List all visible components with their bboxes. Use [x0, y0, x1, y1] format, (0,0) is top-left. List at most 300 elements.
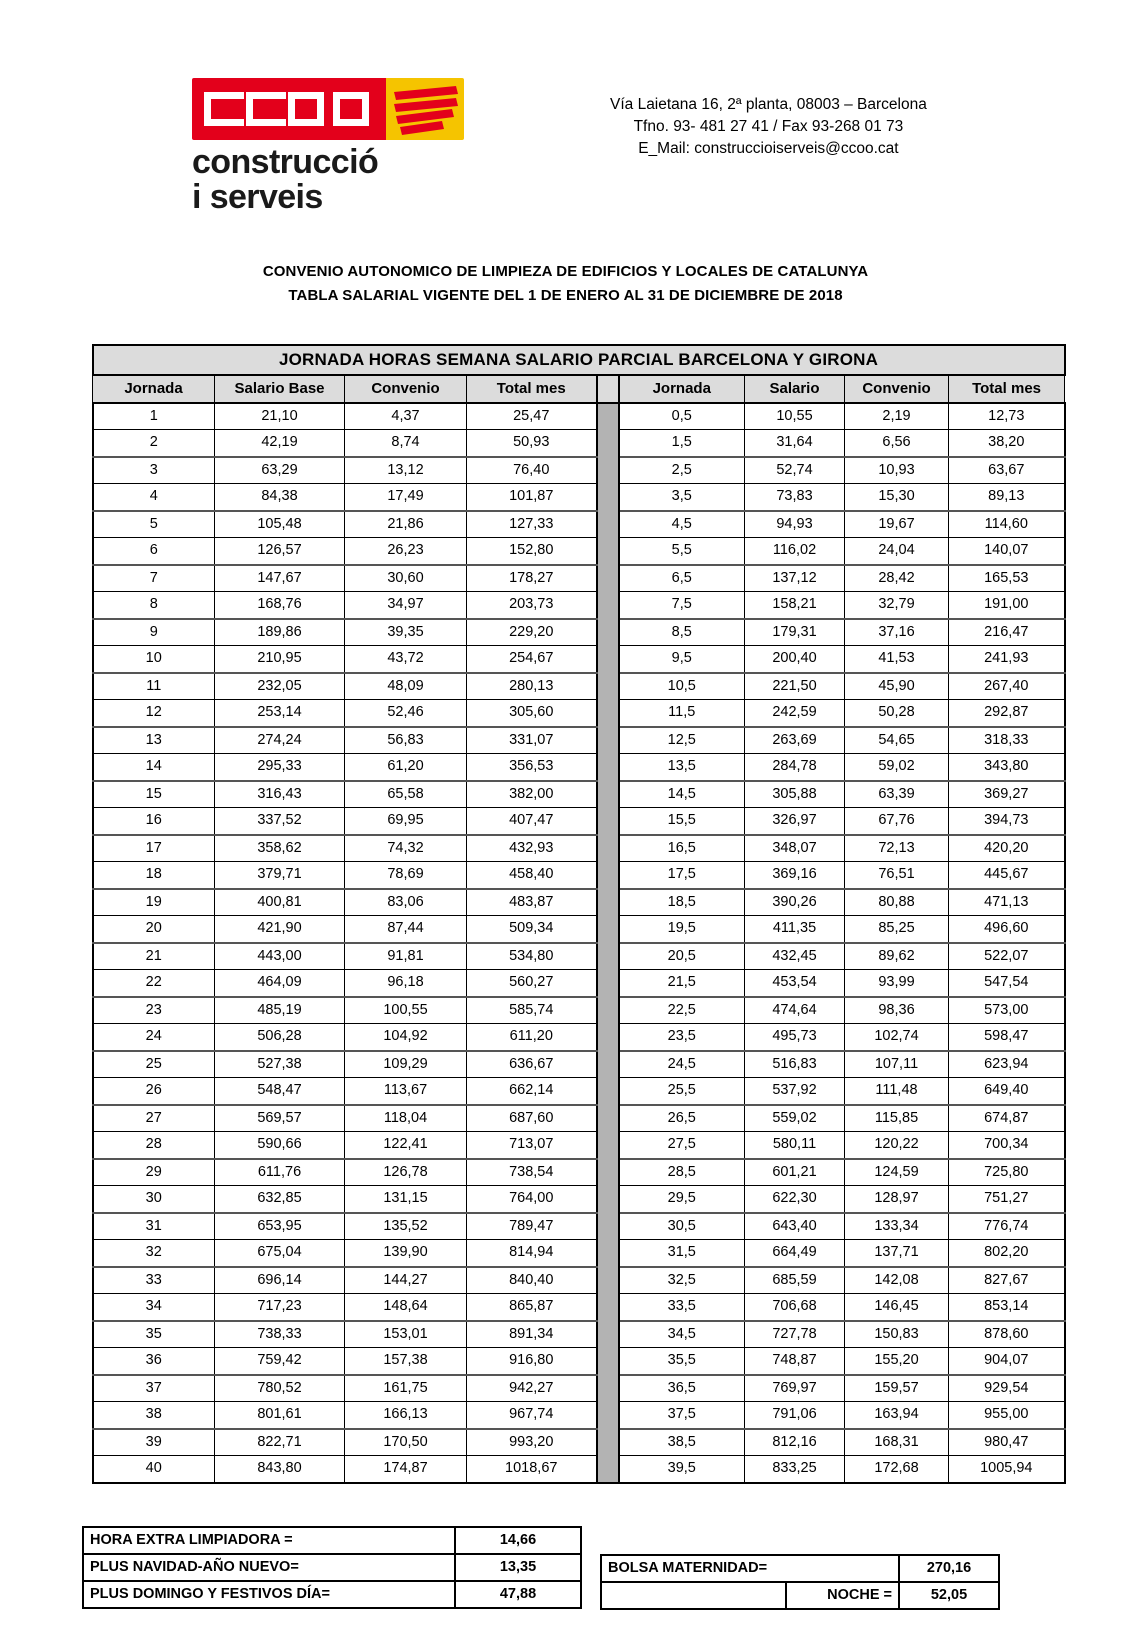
- cell-left-convenio: 126,78: [345, 1159, 467, 1186]
- col-header-right-total-mes: Total mes: [949, 375, 1065, 403]
- cell-right-total-mes: 904,07: [949, 1348, 1065, 1375]
- cell-right-salario: 643,40: [745, 1213, 845, 1240]
- table-row: [93, 1105, 1065, 1132]
- cell-right-jornada: 2,5: [619, 457, 745, 484]
- cell-left-jornada: 14: [93, 754, 215, 781]
- table-row: [93, 727, 1065, 754]
- column-separator: [597, 1078, 619, 1105]
- column-separator: [597, 700, 619, 727]
- column-separator: [597, 727, 619, 754]
- cell-right-jornada: 14,5: [619, 781, 745, 808]
- cell-right-salario: 537,92: [745, 1078, 845, 1105]
- cell-left-salario-base: 717,23: [215, 1294, 345, 1321]
- table-row: [93, 484, 1065, 511]
- cell-right-jornada: 6,5: [619, 565, 745, 592]
- cell-right-total-mes: 522,07: [949, 943, 1065, 970]
- column-separator: [597, 1348, 619, 1375]
- cell-left-convenio: 13,12: [345, 457, 467, 484]
- cell-right-total-mes: 547,54: [949, 970, 1065, 997]
- table-row: [93, 862, 1065, 889]
- cell-left-convenio: 4,37: [345, 403, 467, 430]
- table-row: [93, 835, 1065, 862]
- cell-right-convenio: 63,39: [845, 781, 949, 808]
- table-row: [93, 997, 1065, 1024]
- contact-phone: Tfno. 93- 481 27 41 / Fax 93-268 01 73: [633, 118, 904, 135]
- cell-left-jornada: 1: [93, 403, 215, 430]
- cell-right-total-mes: 140,07: [949, 538, 1065, 565]
- table-row: [93, 1456, 1065, 1483]
- cell-right-convenio: 115,85: [845, 1105, 949, 1132]
- cell-left-salario-base: 780,52: [215, 1375, 345, 1402]
- col-header-left-salario-base: Salario Base: [215, 375, 345, 403]
- cell-left-total-mes: 432,93: [467, 835, 597, 862]
- cell-left-salario-base: 63,29: [215, 457, 345, 484]
- column-separator: [597, 754, 619, 781]
- cell-left-convenio: 100,55: [345, 997, 467, 1024]
- column-separator: [597, 1024, 619, 1051]
- cell-left-total-mes: 50,93: [467, 430, 597, 457]
- cell-right-jornada: 19,5: [619, 916, 745, 943]
- logo-letter-o1: [288, 92, 324, 126]
- cell-right-total-mes: 674,87: [949, 1105, 1065, 1132]
- salary-table-body: [93, 403, 1065, 1483]
- cell-left-salario-base: 653,95: [215, 1213, 345, 1240]
- cell-left-jornada: 9: [93, 619, 215, 646]
- cell-left-convenio: 135,52: [345, 1213, 467, 1240]
- cell-left-total-mes: 1018,67: [467, 1456, 597, 1483]
- cell-right-jornada: 20,5: [619, 943, 745, 970]
- cell-right-convenio: 102,74: [845, 1024, 949, 1051]
- cell-left-total-mes: 331,07: [467, 727, 597, 754]
- table-banner-title: JORNADA HORAS SEMANA SALARIO PARCIAL BARCELONA Y GIRONA: [93, 345, 1065, 375]
- cell-right-salario: 601,21: [745, 1159, 845, 1186]
- cell-right-salario: 94,93: [745, 511, 845, 538]
- cell-right-salario: 769,97: [745, 1375, 845, 1402]
- cell-left-total-mes: 585,74: [467, 997, 597, 1024]
- cell-left-jornada: 30: [93, 1186, 215, 1213]
- column-separator-header: [597, 375, 619, 403]
- table-row: [93, 808, 1065, 835]
- column-separator: [597, 862, 619, 889]
- table-row: [93, 538, 1065, 565]
- cell-left-jornada: 34: [93, 1294, 215, 1321]
- cell-right-total-mes: 89,13: [949, 484, 1065, 511]
- table-row: [93, 511, 1065, 538]
- column-separator: [597, 1267, 619, 1294]
- cell-left-salario-base: 84,38: [215, 484, 345, 511]
- extras-table: [82, 1526, 582, 1609]
- cell-right-jornada: 18,5: [619, 889, 745, 916]
- column-separator: [597, 592, 619, 619]
- cell-left-salario-base: 675,04: [215, 1240, 345, 1267]
- cell-right-total-mes: 12,73: [949, 403, 1065, 430]
- cell-left-convenio: 52,46: [345, 700, 467, 727]
- cell-right-jornada: 22,5: [619, 997, 745, 1024]
- column-separator: [597, 619, 619, 646]
- col-header-left-jornada: Jornada: [93, 375, 215, 403]
- cell-right-salario: 727,78: [745, 1321, 845, 1348]
- cell-right-salario: 369,16: [745, 862, 845, 889]
- catalan-flag-icon: [386, 78, 464, 140]
- cell-left-convenio: 87,44: [345, 916, 467, 943]
- cell-left-salario-base: 421,90: [215, 916, 345, 943]
- cell-right-salario: 10,55: [745, 403, 845, 430]
- cell-right-convenio: 85,25: [845, 916, 949, 943]
- cell-right-salario: 474,64: [745, 997, 845, 1024]
- cell-right-jornada: 8,5: [619, 619, 745, 646]
- cell-left-total-mes: 840,40: [467, 1267, 597, 1294]
- logo-letters-ccoo: [204, 92, 369, 126]
- cell-left-convenio: 161,75: [345, 1375, 467, 1402]
- cell-right-salario: 791,06: [745, 1402, 845, 1429]
- cell-left-total-mes: 560,27: [467, 970, 597, 997]
- cell-left-convenio: 39,35: [345, 619, 467, 646]
- cell-left-total-mes: 483,87: [467, 889, 597, 916]
- contact-address: Vía Laietana 16, 2ª planta, 08003 – Barcelona: [610, 96, 927, 113]
- cell-right-jornada: 13,5: [619, 754, 745, 781]
- cell-left-total-mes: 509,34: [467, 916, 597, 943]
- title-line-2: TABLA SALARIAL VIGENTE DEL 1 DE ENERO AL 31 DE DICIEMBRE DE 2018: [288, 286, 843, 304]
- cell-right-total-mes: 496,60: [949, 916, 1065, 943]
- cell-left-salario-base: 126,57: [215, 538, 345, 565]
- cell-left-convenio: 174,87: [345, 1456, 467, 1483]
- cell-right-total-mes: 318,33: [949, 727, 1065, 754]
- column-separator: [597, 1051, 619, 1078]
- cell-right-convenio: 107,11: [845, 1051, 949, 1078]
- summary-tables-area: [0, 1526, 1131, 1626]
- contact-email: E_Mail: construccioiserveis@ccoo.cat: [638, 140, 899, 157]
- cell-left-convenio: 109,29: [345, 1051, 467, 1078]
- column-separator: [597, 1132, 619, 1159]
- cell-left-jornada: 37: [93, 1375, 215, 1402]
- cell-right-jornada: 10,5: [619, 673, 745, 700]
- cell-left-convenio: 83,06: [345, 889, 467, 916]
- cell-right-jornada: 32,5: [619, 1267, 745, 1294]
- table-row: [93, 457, 1065, 484]
- cell-right-total-mes: 241,93: [949, 646, 1065, 673]
- cell-right-convenio: 45,90: [845, 673, 949, 700]
- cell-left-salario-base: 569,57: [215, 1105, 345, 1132]
- cell-right-salario: 453,54: [745, 970, 845, 997]
- salary-table: [92, 344, 1066, 1484]
- extras-row: [83, 1581, 581, 1608]
- cell-right-jornada: 23,5: [619, 1024, 745, 1051]
- maternity-label: BOLSA MATERNIDAD=: [601, 1555, 899, 1582]
- logo-word-line1: construcció: [192, 143, 379, 181]
- cell-left-total-mes: 407,47: [467, 808, 597, 835]
- cell-right-convenio: 50,28: [845, 700, 949, 727]
- extras-label: HORA EXTRA LIMPIADORA =: [83, 1527, 455, 1554]
- cell-right-salario: 580,11: [745, 1132, 845, 1159]
- cell-right-total-mes: 751,27: [949, 1186, 1065, 1213]
- cell-left-total-mes: 25,47: [467, 403, 597, 430]
- cell-left-jornada: 13: [93, 727, 215, 754]
- cell-left-salario-base: 485,19: [215, 997, 345, 1024]
- logo-red-panel: [192, 78, 386, 140]
- column-separator: [597, 430, 619, 457]
- table-row: [93, 1132, 1065, 1159]
- cell-left-jornada: 33: [93, 1267, 215, 1294]
- cell-left-total-mes: 993,20: [467, 1429, 597, 1456]
- cell-left-total-mes: 382,00: [467, 781, 597, 808]
- cell-left-salario-base: 464,09: [215, 970, 345, 997]
- cell-right-convenio: 98,36: [845, 997, 949, 1024]
- cell-right-jornada: 25,5: [619, 1078, 745, 1105]
- extras-row: [83, 1554, 581, 1581]
- salary-table-head: [93, 345, 1065, 403]
- logo-word-line2: i serveis: [192, 178, 323, 217]
- cell-left-total-mes: 127,33: [467, 511, 597, 538]
- cell-right-jornada: 5,5: [619, 538, 745, 565]
- cell-right-salario: 812,16: [745, 1429, 845, 1456]
- cell-left-convenio: 157,38: [345, 1348, 467, 1375]
- cell-left-convenio: 148,64: [345, 1294, 467, 1321]
- table-row: [93, 1375, 1065, 1402]
- column-separator: [597, 1240, 619, 1267]
- cell-left-total-mes: 229,20: [467, 619, 597, 646]
- table-row: [93, 1240, 1065, 1267]
- cell-left-jornada: 39: [93, 1429, 215, 1456]
- table-row: [93, 565, 1065, 592]
- cell-right-jornada: 9,5: [619, 646, 745, 673]
- night-row: [601, 1582, 999, 1609]
- cell-left-jornada: 26: [93, 1078, 215, 1105]
- cell-left-salario-base: 696,14: [215, 1267, 345, 1294]
- column-separator: [597, 943, 619, 970]
- cell-left-total-mes: 636,67: [467, 1051, 597, 1078]
- cell-left-salario-base: 189,86: [215, 619, 345, 646]
- cell-right-total-mes: 114,60: [949, 511, 1065, 538]
- maternity-row: [601, 1555, 999, 1582]
- cell-right-salario: 748,87: [745, 1348, 845, 1375]
- cell-left-total-mes: 76,40: [467, 457, 597, 484]
- cell-left-convenio: 34,97: [345, 592, 467, 619]
- cell-left-salario-base: 738,33: [215, 1321, 345, 1348]
- cell-right-salario: 263,69: [745, 727, 845, 754]
- cell-left-convenio: 69,95: [345, 808, 467, 835]
- table-row: [93, 1294, 1065, 1321]
- cell-left-jornada: 5: [93, 511, 215, 538]
- cell-left-salario-base: 337,52: [215, 808, 345, 835]
- cell-left-convenio: 21,86: [345, 511, 467, 538]
- cell-right-total-mes: 802,20: [949, 1240, 1065, 1267]
- cell-left-jornada: 6: [93, 538, 215, 565]
- cell-left-salario-base: 316,43: [215, 781, 345, 808]
- cell-right-jornada: 26,5: [619, 1105, 745, 1132]
- cell-left-jornada: 36: [93, 1348, 215, 1375]
- column-separator: [597, 970, 619, 997]
- cell-left-total-mes: 942,27: [467, 1375, 597, 1402]
- cell-right-total-mes: 63,67: [949, 457, 1065, 484]
- cell-left-salario-base: 379,71: [215, 862, 345, 889]
- cell-left-jornada: 3: [93, 457, 215, 484]
- extras-row: [83, 1527, 581, 1554]
- table-row: [93, 592, 1065, 619]
- cell-right-total-mes: 853,14: [949, 1294, 1065, 1321]
- cell-left-jornada: 7: [93, 565, 215, 592]
- maternity-table: [600, 1554, 1000, 1610]
- column-separator: [597, 1105, 619, 1132]
- cell-right-jornada: 7,5: [619, 592, 745, 619]
- cell-left-total-mes: 458,40: [467, 862, 597, 889]
- cell-right-jornada: 36,5: [619, 1375, 745, 1402]
- column-separator: [597, 1375, 619, 1402]
- cell-right-total-mes: 929,54: [949, 1375, 1065, 1402]
- table-row: [93, 1429, 1065, 1456]
- cell-left-convenio: 74,32: [345, 835, 467, 862]
- column-separator: [597, 565, 619, 592]
- cell-right-convenio: 10,93: [845, 457, 949, 484]
- table-row: [93, 781, 1065, 808]
- cell-left-salario-base: 632,85: [215, 1186, 345, 1213]
- cell-left-convenio: 30,60: [345, 565, 467, 592]
- cell-right-total-mes: 878,60: [949, 1321, 1065, 1348]
- cell-right-jornada: 3,5: [619, 484, 745, 511]
- salary-table-container: [92, 344, 1040, 1484]
- cell-right-total-mes: 598,47: [949, 1024, 1065, 1051]
- table-row: [93, 916, 1065, 943]
- night-empty-cell: [601, 1582, 786, 1609]
- cell-left-total-mes: 254,67: [467, 646, 597, 673]
- cell-left-jornada: 18: [93, 862, 215, 889]
- table-row: [93, 619, 1065, 646]
- table-row: [93, 970, 1065, 997]
- cell-left-convenio: 78,69: [345, 862, 467, 889]
- cell-left-convenio: 118,04: [345, 1105, 467, 1132]
- column-separator: [597, 835, 619, 862]
- table-row: [93, 673, 1065, 700]
- cell-right-jornada: 33,5: [619, 1294, 745, 1321]
- cell-right-convenio: 93,99: [845, 970, 949, 997]
- cell-left-convenio: 104,92: [345, 1024, 467, 1051]
- cell-left-total-mes: 203,73: [467, 592, 597, 619]
- column-separator: [597, 1294, 619, 1321]
- cell-right-convenio: 163,94: [845, 1402, 949, 1429]
- cell-left-total-mes: 280,13: [467, 673, 597, 700]
- cell-right-salario: 31,64: [745, 430, 845, 457]
- cell-right-total-mes: 776,74: [949, 1213, 1065, 1240]
- cell-right-total-mes: 343,80: [949, 754, 1065, 781]
- column-separator: [597, 484, 619, 511]
- cell-right-convenio: 133,34: [845, 1213, 949, 1240]
- column-separator: [597, 673, 619, 700]
- cell-left-salario-base: 801,61: [215, 1402, 345, 1429]
- cell-left-salario-base: 253,14: [215, 700, 345, 727]
- cell-left-salario-base: 611,76: [215, 1159, 345, 1186]
- cell-left-jornada: 15: [93, 781, 215, 808]
- cell-right-total-mes: 38,20: [949, 430, 1065, 457]
- col-header-right-jornada: Jornada: [619, 375, 745, 403]
- column-header-row: [93, 375, 1065, 403]
- col-header-left-total-mes: Total mes: [467, 375, 597, 403]
- cell-right-total-mes: 165,53: [949, 565, 1065, 592]
- cell-left-jornada: 21: [93, 943, 215, 970]
- cell-left-jornada: 23: [93, 997, 215, 1024]
- cell-left-convenio: 48,09: [345, 673, 467, 700]
- cell-right-convenio: 155,20: [845, 1348, 949, 1375]
- column-separator: [597, 1213, 619, 1240]
- column-separator: [597, 457, 619, 484]
- logo-letter-c2: [246, 92, 279, 126]
- cell-right-salario: 833,25: [745, 1456, 845, 1483]
- cell-left-convenio: 144,27: [345, 1267, 467, 1294]
- cell-left-convenio: 170,50: [345, 1429, 467, 1456]
- extras-value: 14,66: [455, 1527, 581, 1554]
- column-separator: [597, 1159, 619, 1186]
- column-separator: [597, 916, 619, 943]
- table-row: [93, 1267, 1065, 1294]
- cell-left-convenio: 56,83: [345, 727, 467, 754]
- cell-left-total-mes: 611,20: [467, 1024, 597, 1051]
- column-separator: [597, 1402, 619, 1429]
- table-row: [93, 646, 1065, 673]
- column-separator: [597, 1321, 619, 1348]
- column-separator: [597, 1186, 619, 1213]
- cell-left-total-mes: 534,80: [467, 943, 597, 970]
- logo-wordmark: [192, 145, 492, 216]
- cell-left-jornada: 25: [93, 1051, 215, 1078]
- table-row: [93, 1348, 1065, 1375]
- cell-right-salario: 73,83: [745, 484, 845, 511]
- cell-right-convenio: 24,04: [845, 538, 949, 565]
- cell-right-salario: 326,97: [745, 808, 845, 835]
- table-row: [93, 1213, 1065, 1240]
- cell-left-jornada: 16: [93, 808, 215, 835]
- cell-right-total-mes: 471,13: [949, 889, 1065, 916]
- cell-right-jornada: 21,5: [619, 970, 745, 997]
- cell-right-convenio: 150,83: [845, 1321, 949, 1348]
- cell-right-jornada: 28,5: [619, 1159, 745, 1186]
- cell-right-salario: 179,31: [745, 619, 845, 646]
- cell-left-jornada: 10: [93, 646, 215, 673]
- table-row: [93, 403, 1065, 430]
- cell-left-salario-base: 147,67: [215, 565, 345, 592]
- maternity-value: 270,16: [899, 1555, 999, 1582]
- cell-right-total-mes: 420,20: [949, 835, 1065, 862]
- extras-value: 47,88: [455, 1581, 581, 1608]
- cell-left-salario-base: 21,10: [215, 403, 345, 430]
- cell-right-salario: 495,73: [745, 1024, 845, 1051]
- table-row: [93, 1402, 1065, 1429]
- cell-right-jornada: 30,5: [619, 1213, 745, 1240]
- cell-right-convenio: 111,48: [845, 1078, 949, 1105]
- cell-left-jornada: 20: [93, 916, 215, 943]
- cell-left-convenio: 43,72: [345, 646, 467, 673]
- extras-label: PLUS NAVIDAD-AÑO NUEVO=: [83, 1554, 455, 1581]
- col-header-left-convenio: Convenio: [345, 375, 467, 403]
- extras-value: 13,35: [455, 1554, 581, 1581]
- cell-right-salario: 411,35: [745, 916, 845, 943]
- column-separator: [597, 889, 619, 916]
- title-line-1: CONVENIO AUTONOMICO DE LIMPIEZA DE EDIFICIOS Y LOCALES DE CATALUNYA: [262, 262, 869, 280]
- cell-left-total-mes: 713,07: [467, 1132, 597, 1159]
- cell-left-total-mes: 178,27: [467, 565, 597, 592]
- cell-right-salario: 622,30: [745, 1186, 845, 1213]
- cell-left-jornada: 17: [93, 835, 215, 862]
- table-row: [93, 889, 1065, 916]
- cell-right-convenio: 80,88: [845, 889, 949, 916]
- cell-right-jornada: 37,5: [619, 1402, 745, 1429]
- cell-left-jornada: 4: [93, 484, 215, 511]
- cell-left-total-mes: 916,80: [467, 1348, 597, 1375]
- column-separator: [597, 997, 619, 1024]
- cell-right-jornada: 4,5: [619, 511, 745, 538]
- cell-left-convenio: 61,20: [345, 754, 467, 781]
- table-row: [93, 1186, 1065, 1213]
- table-row: [93, 430, 1065, 457]
- cell-right-salario: 348,07: [745, 835, 845, 862]
- cell-right-convenio: 6,56: [845, 430, 949, 457]
